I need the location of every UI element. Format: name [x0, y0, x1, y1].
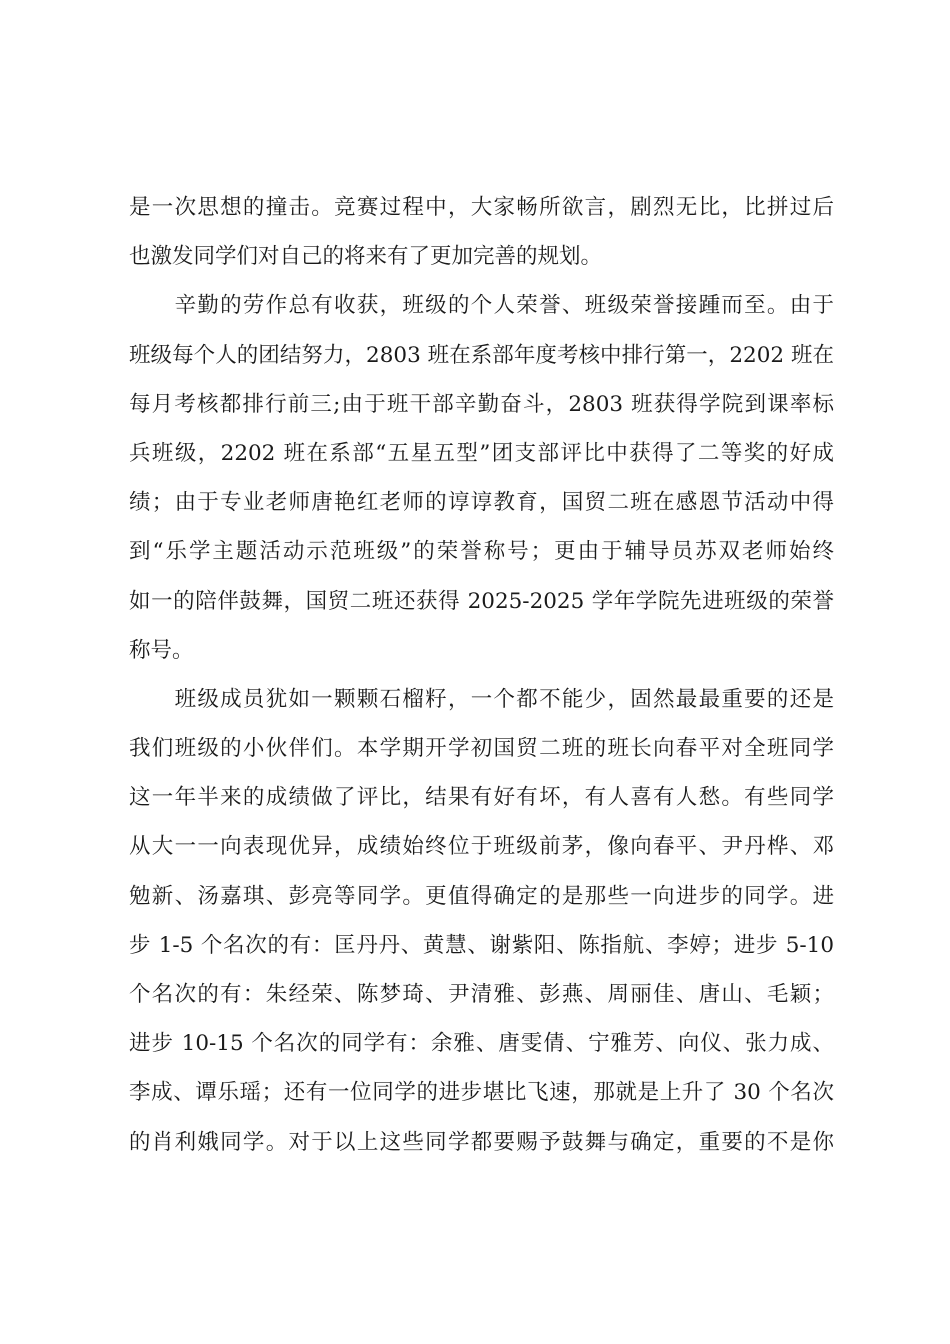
text-line: 如一的陪伴鼓舞，国贸二班还获得 2025-2025 学年学院先进班级的荣誉: [129, 588, 834, 614]
text-line: 班级每个人的团结努力，2803 班在系部年度考核中排行第一，2202 班在: [129, 342, 834, 368]
body-text: [129, 183, 834, 1167]
text-line: 个名次的有：朱经荣、陈梦琦、尹清雅、彭燕、周丽佳、唐山、毛颖；: [129, 982, 834, 1007]
text-line: 我们班级的小伙伴们。本学期开学初国贸二班的班长向春平对全班同学: [129, 736, 834, 762]
text-line: 辛勤的劳作总有收获，班级的个人荣誉、班级荣誉接踵而至。由于: [129, 293, 834, 319]
paragraph-2: [129, 281, 834, 675]
text-line: 到“乐学主题活动示范班级”的荣誉称号；更由于辅导员苏双老师始终: [129, 539, 834, 565]
text-line: 是一次思想的撞击。竞赛过程中，大家畅所欲言，剧烈无比，比拼过后: [129, 195, 834, 220]
text-line: 绩；由于专业老师唐艳红老师的谆谆教育，国贸二班在感恩节活动中得: [129, 490, 834, 516]
text-line: 李成、谭乐瑶；还有一位同学的进步堪比飞速，那就是上升了 30 个名次: [129, 1080, 834, 1106]
text-line: 兵班级，2202 班在系部“五星五型”团支部评比中获得了二等奖的好成: [129, 440, 834, 466]
text-line: 每月考核都排行前三;由于班干部辛勤奋斗，2803 班获得学院到课率标: [129, 391, 834, 417]
text-line: 进步 10-15 个名次的同学有：余雅、唐雯倩、宁雅芳、向仪、张力成、: [129, 1031, 834, 1057]
paragraph-3: [129, 675, 834, 1167]
text-line: 这一年半来的成绩做了评比，结果有好有坏，有人喜有人愁。有些同学: [129, 785, 834, 811]
text-line: 称号。: [129, 637, 194, 663]
text-line: 步 1-5 个名次的有：匡丹丹、黄慧、谢紫阳、陈指航、李婷；进步 5-10: [129, 932, 834, 958]
text-line: 从大一一向表现优异，成绩始终位于班级前茅，像向春平、尹丹桦、邓: [129, 834, 834, 860]
text-line: 勉新、汤嘉琪、彭亮等同学。更值得确定的是那些一向进步的同学。进: [129, 883, 834, 909]
text-line: 也激发同学们对自己的将来有了更加完善的规划。: [129, 244, 603, 270]
text-line: 班级成员犹如一颗颗石榴籽，一个都不能少，固然最最重要的还是: [129, 686, 834, 712]
paragraph-1: [129, 183, 834, 281]
text-line: 的肖利娥同学。对于以上这些同学都要赐予鼓舞与确定，重要的不是你: [129, 1129, 834, 1155]
